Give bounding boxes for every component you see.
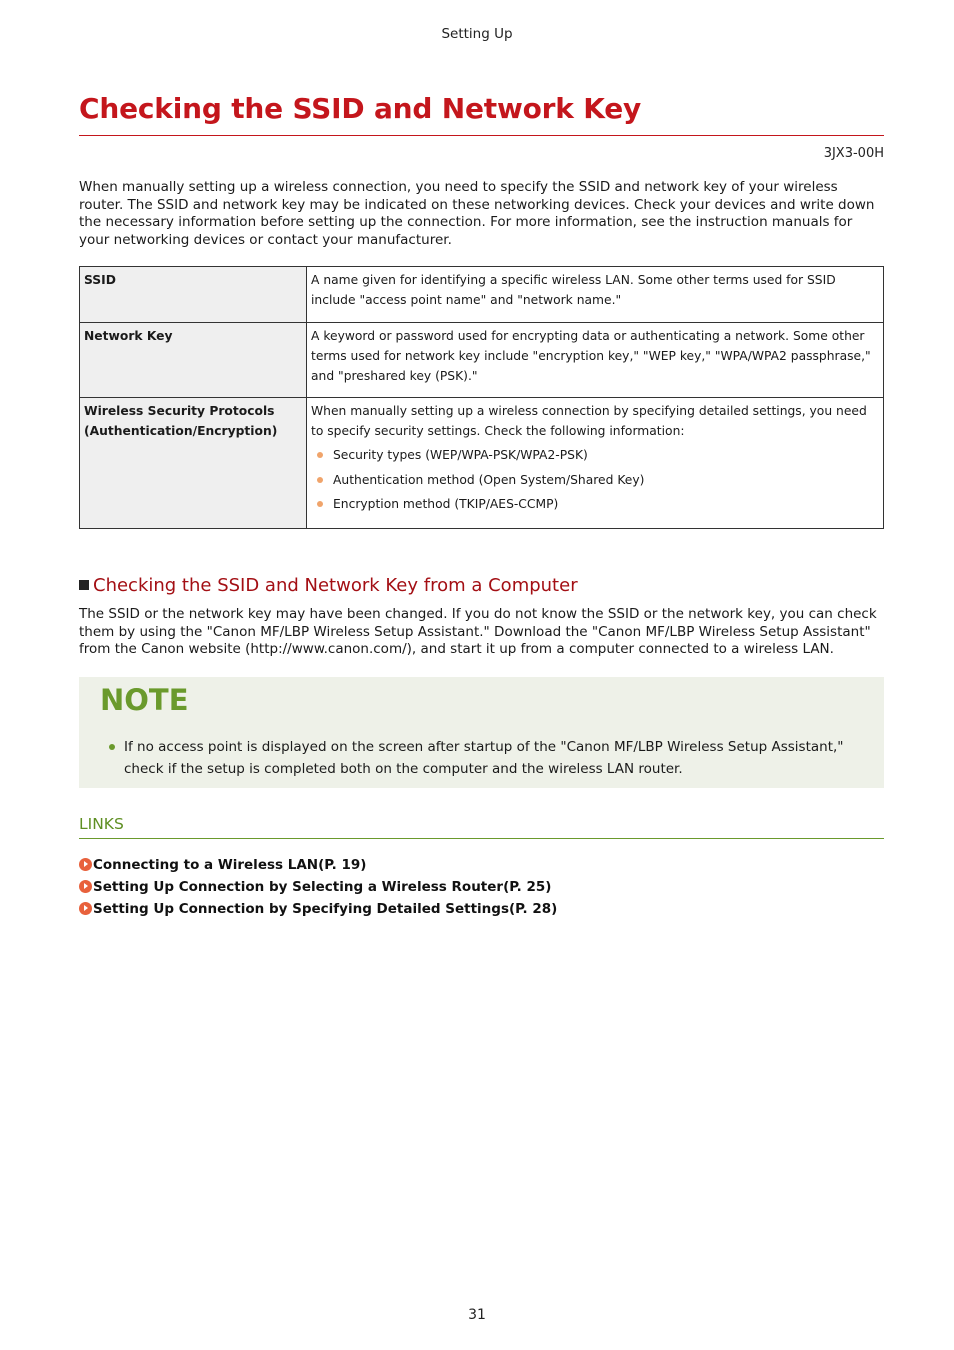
links-divider	[79, 838, 884, 839]
term-line: (Authentication/Encryption)	[84, 424, 278, 438]
term-cell	[80, 398, 307, 529]
list-item: Authentication method (Open System/Shared Key)	[317, 468, 879, 493]
page-number: 31	[468, 1307, 486, 1323]
dot-icon	[317, 477, 323, 483]
note-title: NOTE	[100, 683, 189, 717]
links-heading: LINKS	[79, 815, 124, 833]
running-head: Setting Up	[441, 26, 513, 42]
section-heading: Checking the SSID and Network Key from a Computer	[79, 575, 578, 596]
term-cell: Network Key	[80, 323, 307, 398]
section-paragraph: The SSID or the network key may have been changed. If you do not know the SSID or the network key, you can check them by using the "Canon MF/LBP Wireless Setup Assistant." Download the "Canon MF/LBP Wireless Setup Assistant" from the Canon website (http://www.canon.com/), and start it up from a computer connected to a wireless LAN.	[79, 606, 877, 657]
dot-icon	[317, 501, 323, 507]
note-item: If no access point is displayed on the screen after startup of the "Canon MF/LBP Wireless Setup Assistant," check if the setup is completed both on the computer and the wireless LAN router.	[124, 739, 844, 777]
link-selecting-wireless-router[interactable]: Setting Up Connection by Selecting a Wireless Router(P. 25)	[79, 879, 551, 895]
term-cell: SSID	[80, 267, 307, 323]
definition-text: When manually setting up a wireless connection by specifying detailed settings, you need to specify security settings. Check the following information:	[311, 404, 867, 438]
term-line: Wireless Security Protocols	[84, 404, 275, 418]
list-item: Encryption method (TKIP/AES-CCMP)	[317, 492, 879, 517]
link-connecting-wireless-lan[interactable]: Connecting to a Wireless LAN(P. 19)	[79, 857, 366, 873]
square-bullet-icon	[79, 580, 89, 590]
table-row	[80, 398, 884, 529]
definition-cell: A keyword or password used for encrypting data or authenticating a network. Some other terms used for network key include "encryption key," "WEP key," "WPA/WPA2 passphrase," and "preshared key (PSK)."	[307, 323, 884, 398]
title-divider	[79, 135, 884, 136]
table-row	[80, 267, 884, 323]
definition-cell: A name given for identifying a specific wireless LAN. Some other terms used for SSID include "access point name" and "network name."	[307, 267, 884, 323]
list-item: Security types (WEP/WPA-PSK/WPA2-PSK)	[317, 443, 879, 468]
arrow-circle-icon	[79, 880, 92, 893]
intro-paragraph: When manually setting up a wireless connection, you need to specify the SSID and network key of your wireless router. The SSID and network key may be indicated on these networking devices. Check your devices and write down the necessary information before setting up the connection. For more information, see the instruction manuals for your networking devices or contact your manufacturer.	[79, 179, 875, 248]
link-detailed-settings[interactable]: Setting Up Connection by Specifying Detailed Settings(P. 28)	[79, 901, 557, 917]
bullet-list	[311, 443, 879, 517]
document-id: 3JX3-00H	[823, 146, 884, 161]
definition-cell	[307, 398, 884, 529]
arrow-circle-icon	[79, 902, 92, 915]
dot-icon	[109, 744, 115, 750]
table-row	[80, 323, 884, 398]
terms-table	[79, 266, 884, 529]
page-title: Checking the SSID and Network Key	[79, 92, 642, 125]
dot-icon	[317, 452, 323, 458]
note-box	[79, 677, 884, 788]
arrow-circle-icon	[79, 858, 92, 871]
